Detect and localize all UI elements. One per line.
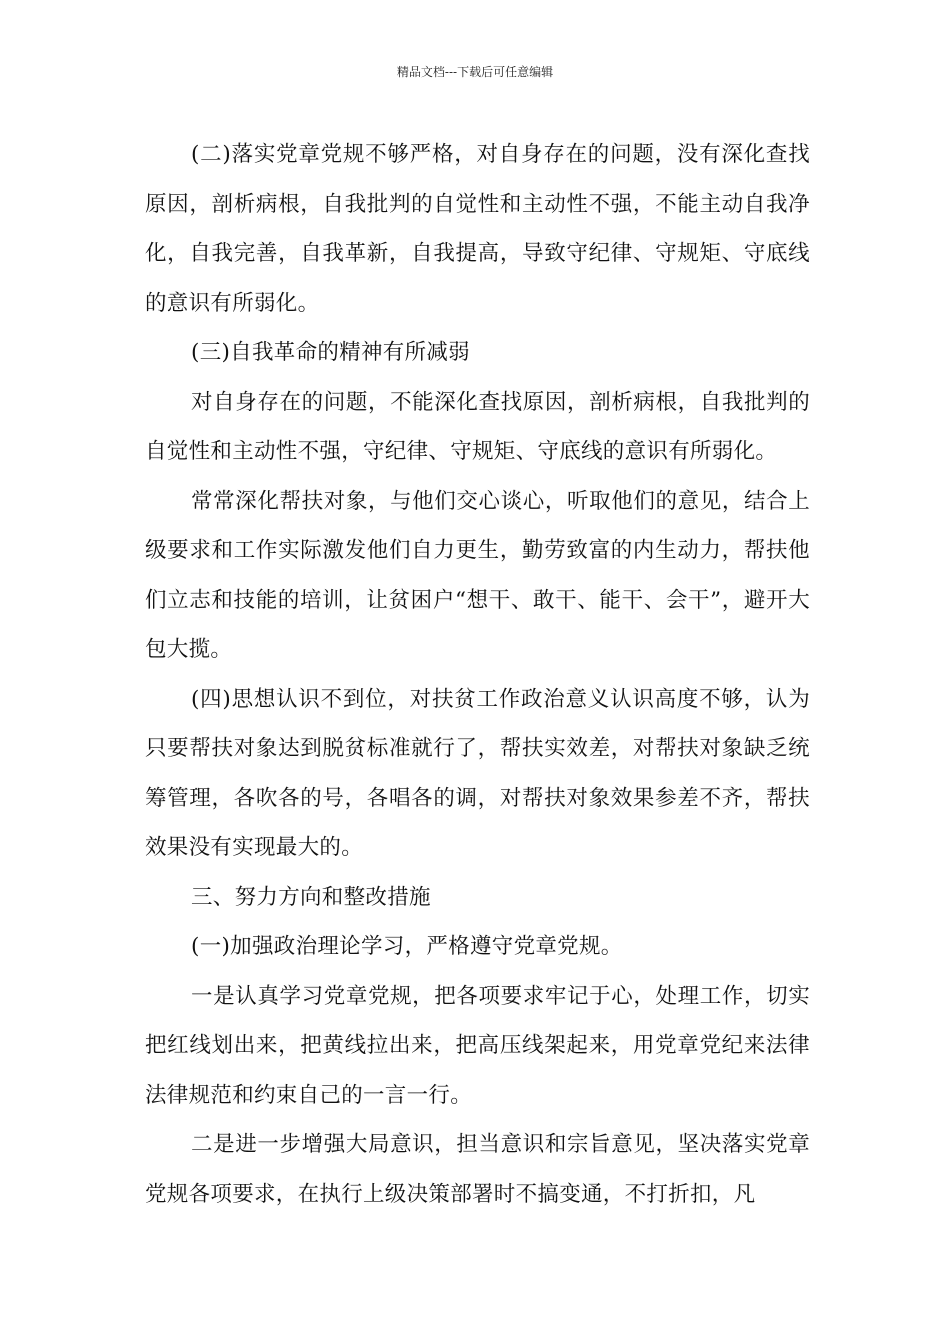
section-heading-3: 三、努力方向和整改措施 — [191, 884, 431, 910]
page-header: 精品文档---下载后可任意编辑 — [396, 65, 554, 79]
paragraph-assistance: 常常深化帮扶对象，与他们交心谈心，听取他们的意见，结合上级要求和工作实际激发他们自力更生，勤劳致富的内生动力，帮扶他们立志和技能的培训，让贫困户“想干、敢干、能干、会干”，避开大包大揽。 — [145, 488, 810, 662]
paragraph-item-2-strictness: (二)落实党章党规不够严格，对自身存在的问题，没有深化查找原因，剖析病根，自我批判的自觉性和主动性不强，不能主动自我净化，自我完善，自我革新，自我提高，导致守纪律、守规矩、守底线的意识有所弱化。 — [145, 142, 810, 316]
paragraph-point-1: 一是认真学习党章党规，把各项要求牢记于心，处理工作，切实把红线划出来，把黄线拉出来，把高压线架起来，用党章党纪来法律法律规范和约束自己的一言一行。 — [145, 983, 810, 1108]
document-body — [145, 130, 810, 1219]
paragraph-self-revolution: 对自身存在的问题，不能深化查找原因，剖析病根，自我批判的自觉性和主动性不强，守纪律、守规矩、守底线的意识有所弱化。 — [145, 389, 810, 464]
paragraph-heading-1: (一)加强政治理论学习，严格遵守党章党规。 — [191, 934, 623, 959]
paragraph-item-4-awareness: (四)思想认识不到位，对扶贫工作政治意义认识高度不够，认为只要帮扶对象达到脱贫标准就行了，帮扶实效差，对帮扶对象缺乏统筹管理，各吹各的号，各唱各的调，对帮扶对象效果参差不齐，帮扶效果没有实现最大的。 — [145, 686, 810, 860]
paragraph-point-2: 二是进一步增强大局意识，担当意识和宗旨意见，坚决落实党章党规各项要求，在执行上级决策部署时不搞变通，不打折扣，凡 — [145, 1132, 810, 1207]
paragraph-heading-3: (三)自我革命的精神有所减弱 — [191, 340, 470, 365]
